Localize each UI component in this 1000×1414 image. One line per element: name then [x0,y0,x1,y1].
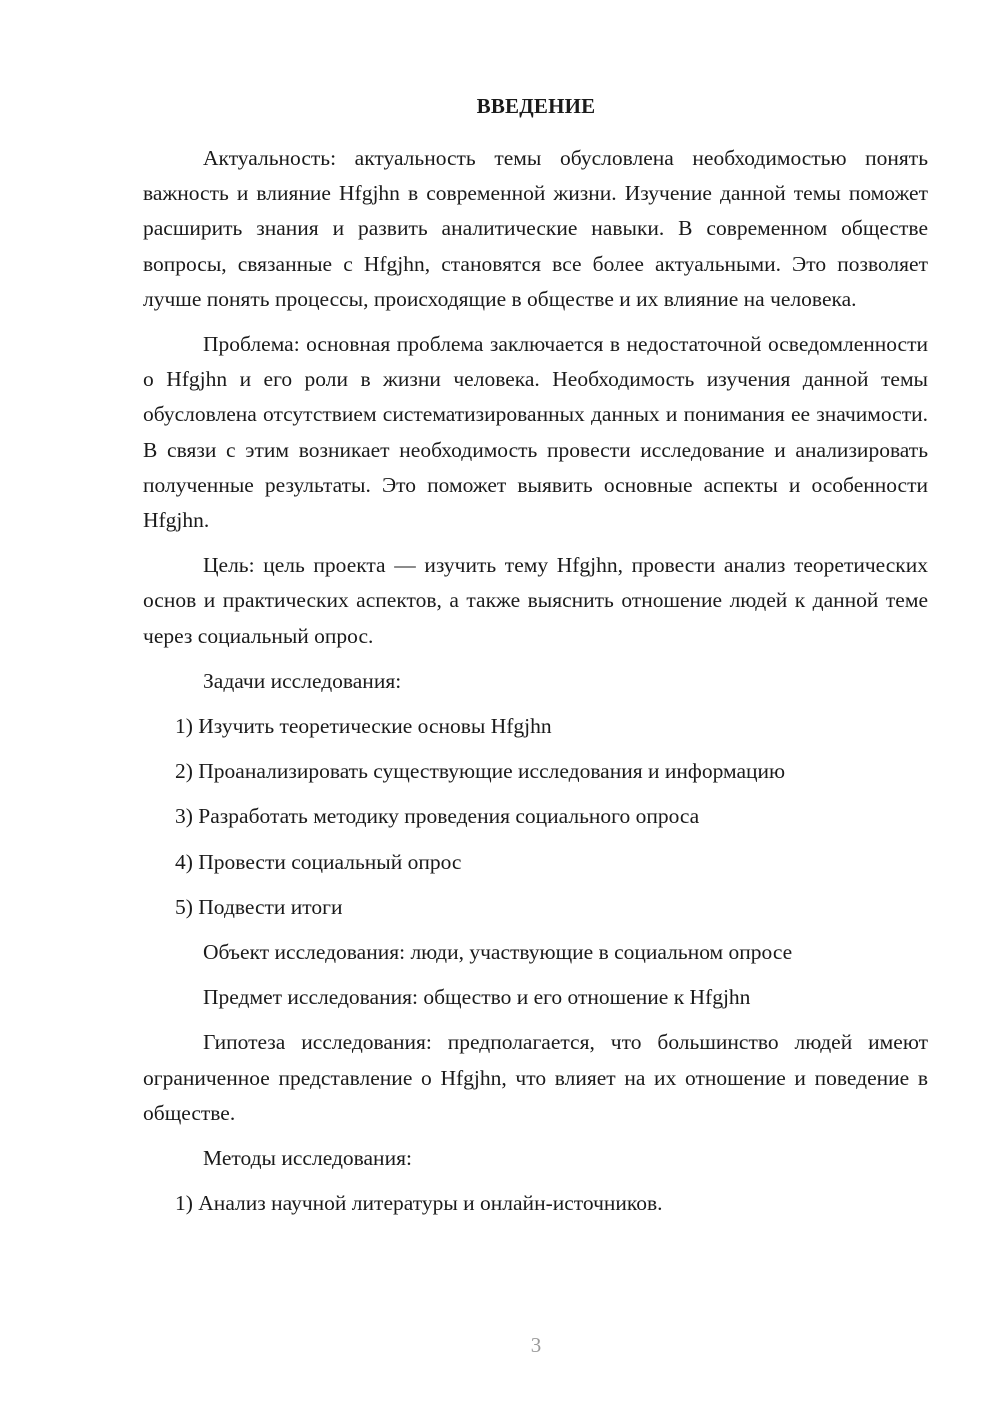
page-number: 3 [530,1333,542,1357]
document-body [143,141,928,1221]
method-item: 1) Анализ научной литературы и онлайн-источников. [175,1191,663,1216]
task-item: 2) Проанализировать существующие исследования и информацию [175,759,786,784]
problem-paragraph: Проблема: основная проблема заключается в недостаточной осведомленности о Hfgjhn и его роли в жизни человека. Необходимость изучения данной темы обусловлена отсутствием систематизированных данных и понимания ее значимости. В связи с этим возникает необходимость провести исследование и анализировать полученные результаты. Это поможет выявить основные аспекты и особенности Hfgjhn. [143,332,928,533]
task-item: 3) Разработать методику проведения социального опроса [175,804,700,829]
methods-title: Методы исследования: [203,1146,412,1171]
section-heading: ВВЕДЕНИЕ [476,94,596,118]
goal-paragraph: Цель: цель проекта — изучить тему Hfgjhn, провести анализ теоретических основ и практических аспектов, а также выяснить отношение людей к данной теме через социальный опрос. [143,553,928,648]
tasks-title: Задачи исследования: [203,668,402,693]
research-object: Объект исследования: люди, участвующие в социальном опросе [203,940,793,965]
relevance-paragraph: Актуальность: актуальность темы обусловлена необходимостью понять важность и влияние Hfgjhn в современной жизни. Изучение данной темы поможет расширить знания и развить аналитические навыки. В современном обществе вопросы, связанные с Hfgjhn, становятся все более актуальными. Это позволяет лучше понять процессы, происходящие в обществе и их влияние на человека. [143,146,928,311]
research-subject: Предмет исследования: общество и его отношение к Hfgjhn [203,985,751,1010]
hypothesis-paragraph: Гипотеза исследования: предполагается, что большинство людей имеют ограниченное представление о Hfgjhn, что влияет на их отношение и поведение в обществе. [143,1030,928,1125]
task-item: 1) Изучить теоретические основы Hfgjhn [175,714,552,739]
task-item: 5) Подвести итоги [175,894,343,919]
task-item: 4) Провести социальный опрос [175,849,462,874]
